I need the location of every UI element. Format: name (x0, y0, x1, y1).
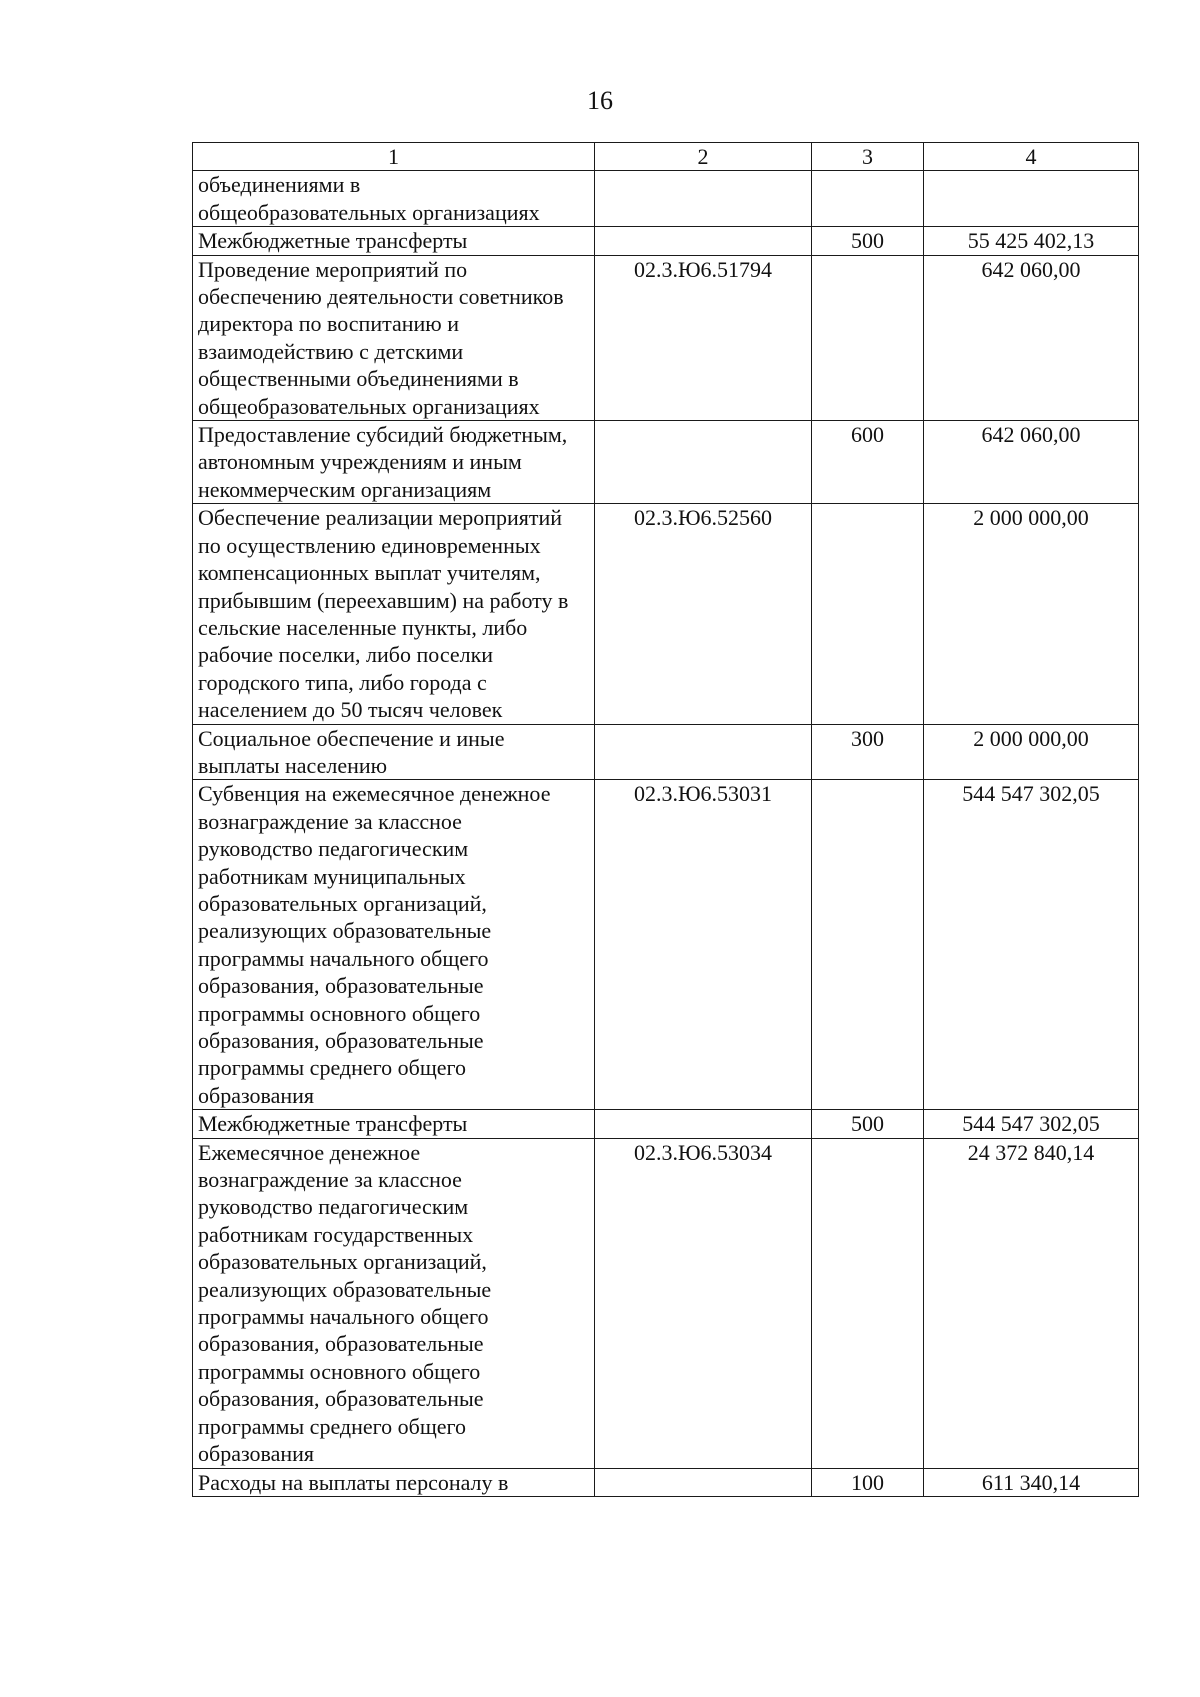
row-expense-type: 300 (812, 724, 924, 780)
column-header-4: 4 (924, 143, 1139, 171)
table-row (193, 171, 1139, 227)
page-number: 16 (587, 86, 613, 115)
row-sum: 544 547 302,05 (924, 780, 1139, 1110)
table-header-row (193, 143, 1139, 171)
row-expense-type: 500 (812, 1110, 924, 1138)
row-code: 02.3.Ю6.51794 (595, 255, 812, 420)
row-code (595, 171, 812, 227)
row-name: объединениями в общеобразовательных организациях (193, 171, 595, 227)
row-code (595, 1468, 812, 1496)
row-sum (924, 171, 1139, 227)
row-code: 02.3.Ю6.53031 (595, 780, 812, 1110)
row-sum: 2 000 000,00 (924, 504, 1139, 724)
row-sum: 611 340,14 (924, 1468, 1139, 1496)
row-sum: 642 060,00 (924, 255, 1139, 420)
row-code (595, 421, 812, 504)
row-sum: 642 060,00 (924, 421, 1139, 504)
column-header-1: 1 (193, 143, 595, 171)
row-expense-type (812, 255, 924, 420)
row-expense-type: 500 (812, 227, 924, 255)
row-name: Проведение мероприятий по обеспечению деятельности советников директора по воспитанию и взаимодействию с детскими общественными объединениями в общеобразовательных организациях (193, 255, 595, 420)
table-row (193, 724, 1139, 780)
row-name: Межбюджетные трансферты (193, 1110, 595, 1138)
row-sum: 2 000 000,00 (924, 724, 1139, 780)
row-expense-type: 600 (812, 421, 924, 504)
row-code: 02.3.Ю6.52560 (595, 504, 812, 724)
row-expense-type (812, 171, 924, 227)
row-name: Обеспечение реализации мероприятий по осуществлению единовременных компенсационных выплат учителям, прибывшим (переехавшим) на работу в сельские населенные пункты, либо рабочие поселки, либо поселки городского типа, либо города с населением до 50 тысяч человек (193, 504, 595, 724)
row-name: Предоставление субсидий бюджетным, автономным учреждениям и иным некоммерческим организациям (193, 421, 595, 504)
row-code (595, 227, 812, 255)
budget-table (192, 142, 1139, 1497)
table-row (193, 255, 1139, 420)
column-header-2: 2 (595, 143, 812, 171)
table-row (193, 1110, 1139, 1138)
table-row (193, 1138, 1139, 1468)
table-row (193, 1468, 1139, 1496)
table-row (193, 227, 1139, 255)
row-code (595, 724, 812, 780)
row-name: Ежемесячное денежное вознаграждение за классное руководство педагогическим работникам государственных образовательных организаций, реализующих образовательные программы начального общего образования, образовательные программы основного общего образования, образовательные программы среднего общего образования (193, 1138, 595, 1468)
table-row (193, 780, 1139, 1110)
row-sum: 544 547 302,05 (924, 1110, 1139, 1138)
row-name: Субвенция на ежемесячное денежное вознаграждение за классное руководство педагогическим работникам муниципальных образовательных организаций, реализующих образовательные программы начального общего образования, образовательные программы основного общего образования, образовательные программы среднего общего образования (193, 780, 595, 1110)
row-code: 02.3.Ю6.53034 (595, 1138, 812, 1468)
row-expense-type: 100 (812, 1468, 924, 1496)
row-name: Расходы на выплаты персоналу в (193, 1468, 595, 1496)
column-header-3: 3 (812, 143, 924, 171)
row-expense-type (812, 780, 924, 1110)
row-sum: 24 372 840,14 (924, 1138, 1139, 1468)
row-name: Межбюджетные трансферты (193, 227, 595, 255)
table-row (193, 504, 1139, 724)
row-sum: 55 425 402,13 (924, 227, 1139, 255)
row-expense-type (812, 1138, 924, 1468)
row-code (595, 1110, 812, 1138)
row-name: Социальное обеспечение и иные выплаты населению (193, 724, 595, 780)
table-row (193, 421, 1139, 504)
row-expense-type (812, 504, 924, 724)
